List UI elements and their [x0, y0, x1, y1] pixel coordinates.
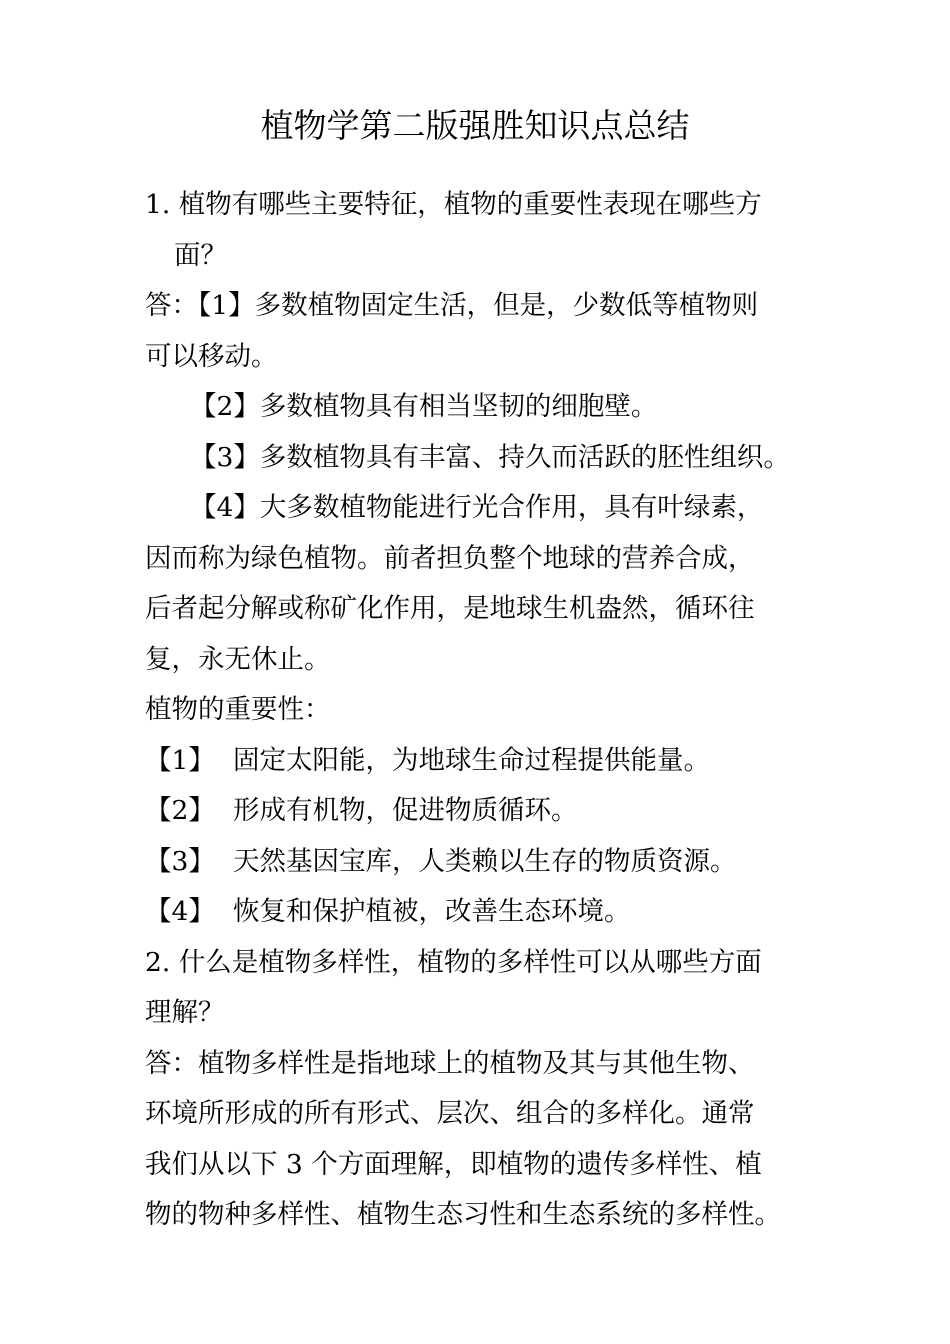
answer-1-line-2: 可以移动。	[145, 340, 278, 372]
importance-item-4-number: 【4】	[145, 896, 215, 927]
importance-item-3	[145, 837, 813, 888]
importance-item-1-number: 【1】	[145, 744, 215, 776]
document-title: 植物学第二版强胜知识点总结	[260, 106, 690, 145]
answer-2-line-4: 物的物种多样性、植物生态习性和生态系统的多样性。	[145, 1199, 781, 1230]
importance-item-2-number: 【2】	[145, 795, 215, 826]
question-2-line-2: 理解？	[145, 997, 225, 1028]
answer-1-point-4-cont-2: 后者起分解或称矿化作用，是地球生机盎然，循环往	[145, 593, 755, 624]
importance-heading: 植物的重要性：	[145, 694, 331, 725]
question-1-line-1: 1. 植物有哪些主要特征，植物的重要性表现在哪些方	[145, 189, 762, 220]
answer-2-line-3: 我们从以下 3 个方面理解，即植物的遗传多样性、植	[145, 1148, 762, 1180]
importance-item-2	[145, 786, 813, 837]
answer-1-point-4: 【4】大多数植物能进行光合作用，具有叶绿素，	[190, 492, 764, 523]
answer-2-line-1: 答：植物多样性是指地球上的植物及其与其他生物、	[145, 1047, 755, 1079]
importance-item-4	[145, 887, 813, 938]
importance-item-3-text: 天然基因宝库，人类赖以生存的物质资源。	[233, 845, 737, 877]
question-1-line-2: 面？	[174, 239, 227, 271]
importance-item-1	[145, 736, 813, 787]
answer-1-point-3: 【3】多数植物具有丰富、持久而活跃的胚性组织。	[190, 441, 790, 473]
answer-1-point-2: 【2】多数植物具有相当坚韧的细胞壁。	[190, 391, 658, 422]
answer-2-line-2: 环境所形成的所有形式、层次、组合的多样化。通常	[145, 1098, 755, 1129]
importance-item-4-text: 恢复和保护植被，改善生态环境。	[233, 896, 631, 927]
importance-item-2-text: 形成有机物，促进物质循环。	[233, 795, 578, 826]
importance-item-3-number: 【3】	[145, 845, 215, 877]
answer-1-point-4-cont-1: 因而称为绿色植物。前者担负整个地球的营养合成，	[145, 542, 755, 574]
document-body	[145, 180, 813, 1241]
importance-item-1-text: 固定太阳能，为地球生命过程提供能量。	[233, 744, 710, 776]
answer-1-point-4-cont-3: 复，永无休止。	[145, 643, 331, 675]
question-2-line-1: 2. 什么是植物多样性，植物的多样性可以从哪些方面	[145, 946, 762, 978]
answer-1-line-1: 答：【1】多数植物固定生活，但是，少数低等植物则	[145, 290, 759, 321]
